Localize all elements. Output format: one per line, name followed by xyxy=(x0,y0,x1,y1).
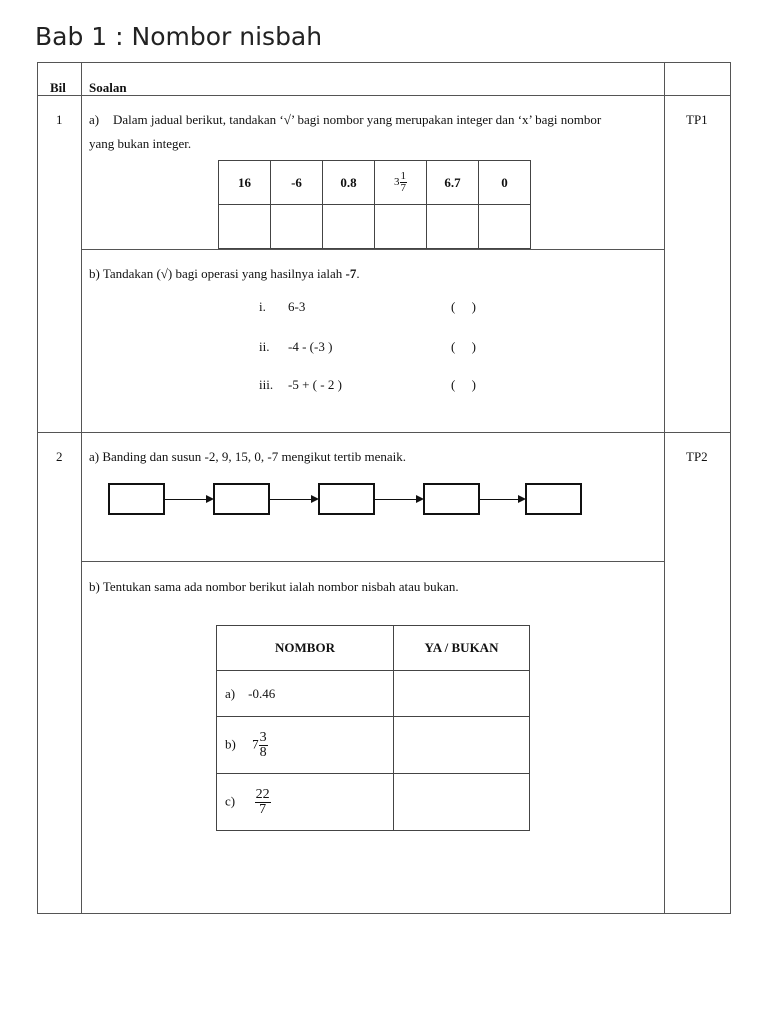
answer-cell[interactable] xyxy=(271,205,323,249)
fraction-numerator: 1 xyxy=(400,170,406,182)
q2b-instruction: b) Tentukan sama ada nombor berikut ialah nombor nisbah atau bukan. xyxy=(89,579,459,594)
option-expression: 6-3 xyxy=(288,299,306,314)
header-divider xyxy=(38,95,730,96)
q1b-instruction xyxy=(89,266,360,282)
arrow-right-icon xyxy=(375,499,422,500)
fraction-whole: 3 xyxy=(394,176,400,189)
number-cell xyxy=(217,671,394,717)
number-cell: 6.7 xyxy=(427,161,479,205)
number-cell: -6 xyxy=(271,161,323,205)
option-checkbox[interactable]: ( ) xyxy=(451,377,476,392)
option-roman: ii. xyxy=(259,339,270,354)
number-cell: 0 xyxy=(479,161,531,205)
integer-check-table xyxy=(218,160,531,249)
arrow-right-icon xyxy=(480,499,524,500)
fraction-denominator: 8 xyxy=(259,744,267,760)
option-checkbox[interactable]: ( ) xyxy=(451,299,476,314)
option-expression: -4 - (-3 ) xyxy=(288,339,333,354)
row-divider xyxy=(38,432,730,433)
tp-level: TP2 xyxy=(686,449,708,464)
question-number: 2 xyxy=(56,449,63,464)
order-answer-box[interactable] xyxy=(423,483,480,515)
answer-cell[interactable] xyxy=(394,774,530,831)
order-answer-box[interactable] xyxy=(108,483,165,515)
q2a-instruction: a) Banding dan susun -2, 9, 15, 0, -7 mengikut tertib menaik. xyxy=(89,449,407,464)
page-title: Bab 1 : Nombor nisbah xyxy=(35,22,323,51)
row-label: a) xyxy=(225,685,236,701)
fraction-numerator: 3 xyxy=(259,729,267,745)
row-divider xyxy=(81,249,664,250)
number-cell: 16 xyxy=(219,161,271,205)
order-answer-box[interactable] xyxy=(318,483,375,515)
tp-level: TP1 xyxy=(686,112,708,127)
row-label: c) xyxy=(225,792,236,808)
option-roman: iii. xyxy=(259,377,274,392)
order-answer-box[interactable] xyxy=(213,483,270,515)
header-soalan: Soalan xyxy=(89,80,127,95)
column-header-nombor: NOMBOR xyxy=(217,626,394,671)
q1b-text-end: . xyxy=(356,266,360,281)
column-header-ya-bukan: YA / BUKAN xyxy=(394,626,530,671)
q1b-target-value: -7 xyxy=(345,266,357,281)
row-value: -0.46 xyxy=(248,685,276,701)
fraction-numerator: 22 xyxy=(255,786,270,802)
answer-cell[interactable] xyxy=(375,205,427,249)
option-roman: i. xyxy=(259,299,266,314)
question-number: 1 xyxy=(56,112,63,127)
option-checkbox[interactable]: ( ) xyxy=(451,339,476,354)
answer-cell[interactable] xyxy=(394,671,530,717)
arrow-right-icon xyxy=(270,499,317,500)
row-divider xyxy=(81,561,664,562)
number-cell xyxy=(217,717,394,774)
q1a-instruction: Dalam jadual berikut, tandakan ‘√’ bagi nombor yang merupakan integer dan ‘x’ bagi nombor xyxy=(113,112,602,127)
column-divider xyxy=(664,63,665,913)
fraction xyxy=(400,171,408,194)
answer-cell[interactable] xyxy=(394,717,530,774)
q1a-label: a) xyxy=(89,112,100,127)
answer-cell[interactable] xyxy=(219,205,271,249)
answer-cell[interactable] xyxy=(479,205,531,249)
rational-number-table xyxy=(216,625,530,831)
order-answer-box[interactable] xyxy=(525,483,582,515)
q1b-text: b) Tandakan (√) bagi operasi yang hasilnya ialah xyxy=(89,266,346,281)
fraction xyxy=(259,731,268,760)
number-cell-mixed-fraction xyxy=(375,161,427,205)
q1a-instruction-cont: yang bukan integer. xyxy=(89,136,192,151)
fraction-denominator: 7 xyxy=(259,801,267,817)
fraction-whole: 7 xyxy=(252,735,259,751)
answer-cell[interactable] xyxy=(323,205,375,249)
column-divider xyxy=(81,63,82,913)
answer-cell[interactable] xyxy=(427,205,479,249)
number-cell: 0.8 xyxy=(323,161,375,205)
fraction xyxy=(255,788,271,817)
option-expression: -5 + ( - 2 ) xyxy=(288,377,342,392)
fraction-denominator: 7 xyxy=(400,182,406,194)
arrow-right-icon xyxy=(165,499,212,500)
number-cell xyxy=(217,774,394,831)
row-label: b) xyxy=(225,735,236,751)
header-bil: Bil xyxy=(50,80,66,95)
